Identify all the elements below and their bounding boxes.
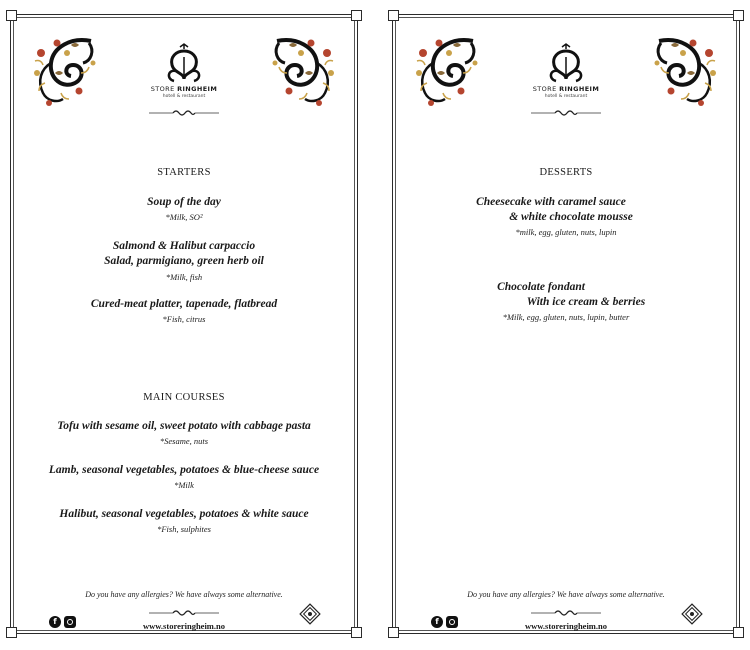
menu-page-starters-mains [10,14,358,634]
dish-allergens: *milk, egg, gluten, nuts, lupin [515,227,617,237]
dish-name: Soup of the day [147,196,221,208]
section-title-desserts: DESSERTS [539,167,593,178]
dish-allergens: *Sesame, nuts [159,436,209,446]
brand-name: STORE RINGHEIM [532,85,600,93]
dish-name: Cured-meat platter, tapenade, flatbread [90,298,278,310]
dish-allergens: *Fish, sulphites [157,524,211,534]
brand-tagline: hotell & restaurant [162,94,206,99]
corner-ornament [6,10,17,21]
dish-name: Halibut, seasonal vegetables, potatoes & white sauce [59,508,309,520]
dish-name: Lamb, seasonal vegetables, potatoes & blue-cheese sauce [48,464,320,476]
dish-description: Salad, parmigiano, green herb oil [104,255,264,267]
logo-crest-icon [154,43,214,83]
floral-ornament-icon [413,33,483,107]
flourish-divider [149,609,219,617]
corner-ornament [388,10,399,21]
dish-allergens: *Milk, egg, gluten, nuts, lupin, butter [502,312,630,322]
flourish-divider [531,109,601,117]
dish-name: Salmond & Halibut carpaccio [112,240,256,252]
seal-emblem-icon [297,603,323,633]
store-ringheim-logo [139,43,229,99]
section-title-main-courses: MAIN COURSES [143,392,225,403]
allergy-note: Do you have any allergies? We have always some alternative. [467,590,665,599]
brand-name: STORE RINGHEIM [150,85,218,93]
dish-description: & white chocolate mousse [509,211,633,223]
dish-name: Cheesecake with caramel sauce [476,196,626,208]
flourish-divider [149,109,219,117]
logo-crest-icon [536,43,596,83]
flourish-divider [531,609,601,617]
website-link[interactable]: www.storeringheim.no [142,621,225,631]
seal-emblem-icon [679,603,705,633]
floral-ornament-icon [649,33,719,107]
dish-allergens: *Milk [174,480,194,490]
store-ringheim-logo [521,43,611,99]
floral-ornament-icon [31,33,101,107]
floral-ornament-icon [267,33,337,107]
allergy-note: Do you have any allergies? We have always some alternative. [85,590,283,599]
brand-tagline: hotell & restaurant [544,94,588,99]
corner-ornament [733,10,744,21]
corner-ornament [351,10,362,21]
website-link[interactable]: www.storeringheim.no [524,621,607,631]
dish-name: Tofu with sesame oil, sweet potato with cabbage pasta [57,420,311,432]
facebook-icon[interactable]: f [49,616,61,628]
facebook-icon[interactable]: f [431,616,443,628]
dish-name: Chocolate fondant [497,281,585,293]
dish-allergens: *Fish, citrus [162,314,206,324]
dish-description: With ice cream & berries [526,296,646,308]
menu-page-desserts [392,14,740,634]
dish-allergens: *Milk, SO² [165,212,203,222]
section-title-starters: STARTERS [157,167,211,178]
dish-allergens: *Milk, fish [165,272,203,282]
